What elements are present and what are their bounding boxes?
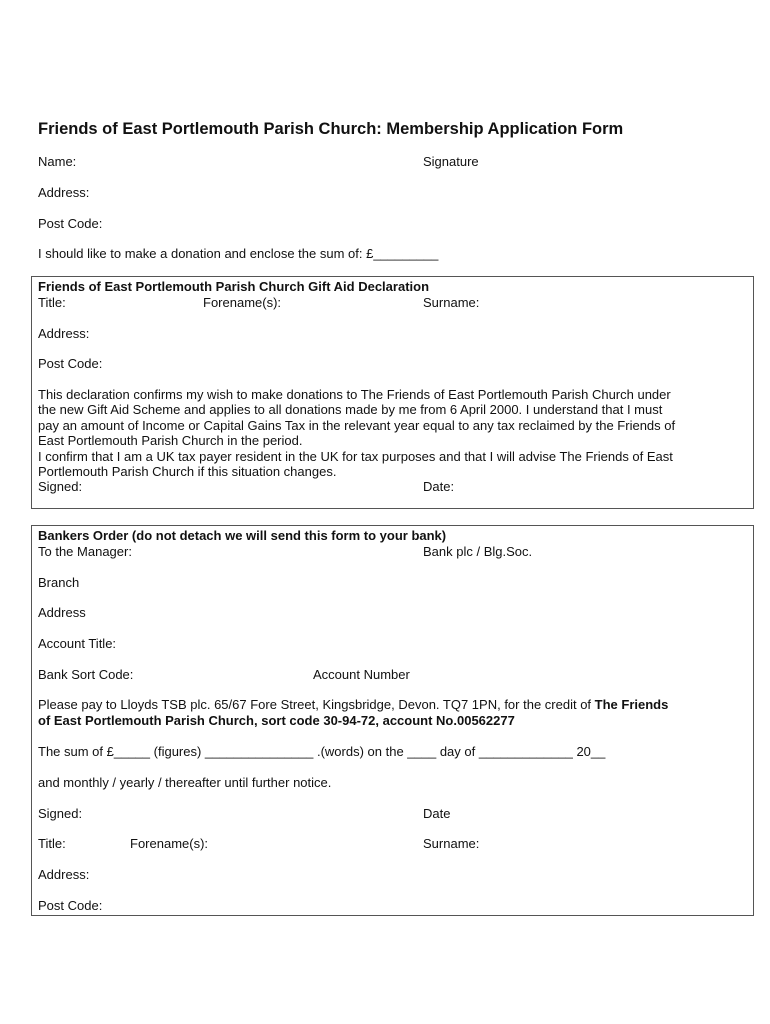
address-label: Address: <box>38 185 90 200</box>
bank-signed-label: Signed: <box>38 806 83 821</box>
bank-title-label: Title: <box>38 836 66 851</box>
bank-date-label: Date <box>423 806 451 821</box>
gift-aid-surname-label: Surname: <box>423 295 480 310</box>
gift-aid-title-label: Title: <box>38 295 66 310</box>
pay-instruction-line2 <box>38 713 515 728</box>
gift-aid-signed-label: Signed: <box>38 479 83 495</box>
declaration-line: This declaration confirms my wish to make donations to The Friends of East Portlemouth Parish Church under <box>38 387 671 402</box>
pay-text: Please pay to Lloyds TSB plc. 65/67 Fore Street, Kingsbridge, Devon. TQ7 1PN, for the credit of <box>38 697 592 712</box>
gift-aid-heading: Friends of East Portlemouth Parish Church Gift Aid Declaration <box>38 279 430 294</box>
bank-address2-label: Address: <box>38 867 90 882</box>
bank-address-label: Address <box>38 605 86 620</box>
account-title-label: Account Title: <box>38 636 117 651</box>
pay-instruction-line1 <box>38 697 668 712</box>
page-title: Friends of East Portlemouth Parish Church: Membership Application Form <box>38 120 624 138</box>
account-details: , sort code 30-94-72, account No.00562277 <box>253 713 515 728</box>
signature-label: Signature <box>423 154 479 169</box>
bank-forename-label: Forename(s): <box>130 836 209 851</box>
manager-label: To the Manager: <box>38 544 132 559</box>
bank-label: Bank plc / Blg.Soc. <box>423 544 533 559</box>
sort-code-label: Bank Sort Code: <box>38 667 134 682</box>
monthly-text: and monthly / yearly / thereafter until further notice. <box>38 775 332 790</box>
gift-aid-address-label: Address: <box>38 326 90 341</box>
postcode-label: Post Code: <box>38 216 103 231</box>
bank-postcode-label: Post Code: <box>38 898 103 913</box>
declaration-line: I confirm that I am a UK tax payer resident in the UK for tax purposes and that I will advise The Friends of East <box>38 448 673 464</box>
gift-aid-postcode-label: Post Code: <box>38 356 103 371</box>
declaration-line: East Portlemouth Parish Church in the period. <box>38 433 303 449</box>
sum-text: The sum of £_____ (figures) _______________ .(words) on the ____ day of _____________ 20__ <box>38 744 606 759</box>
donation-text: I should like to make a donation and enclose the sum of: £_________ <box>38 246 439 261</box>
branch-label: Branch <box>38 575 80 590</box>
name-label: Name: <box>38 154 77 169</box>
bank-surname-label: Surname: <box>423 836 480 851</box>
gift-aid-forename-label: Forename(s): <box>203 295 282 310</box>
gift-aid-date-label: Date: <box>423 479 455 495</box>
payee-name: of East Portlemouth Parish Church <box>38 713 254 728</box>
declaration-line: the new Gift Aid Scheme and applies to all donations made by me from 6 April 2000. I understand that I must <box>38 402 663 418</box>
declaration-line: Portlemouth Parish Church if this situation changes. <box>38 464 337 479</box>
declaration-line: pay an amount of Income or Capital Gains Tax in the relevant year equal to any tax reclaimed by the Friends of <box>38 417 676 433</box>
account-number-label: Account Number <box>313 667 410 682</box>
bankers-order-heading: Bankers Order (do not detach we will send this form to your bank) <box>38 528 447 543</box>
pay-text-bold: The Friends <box>594 697 669 712</box>
